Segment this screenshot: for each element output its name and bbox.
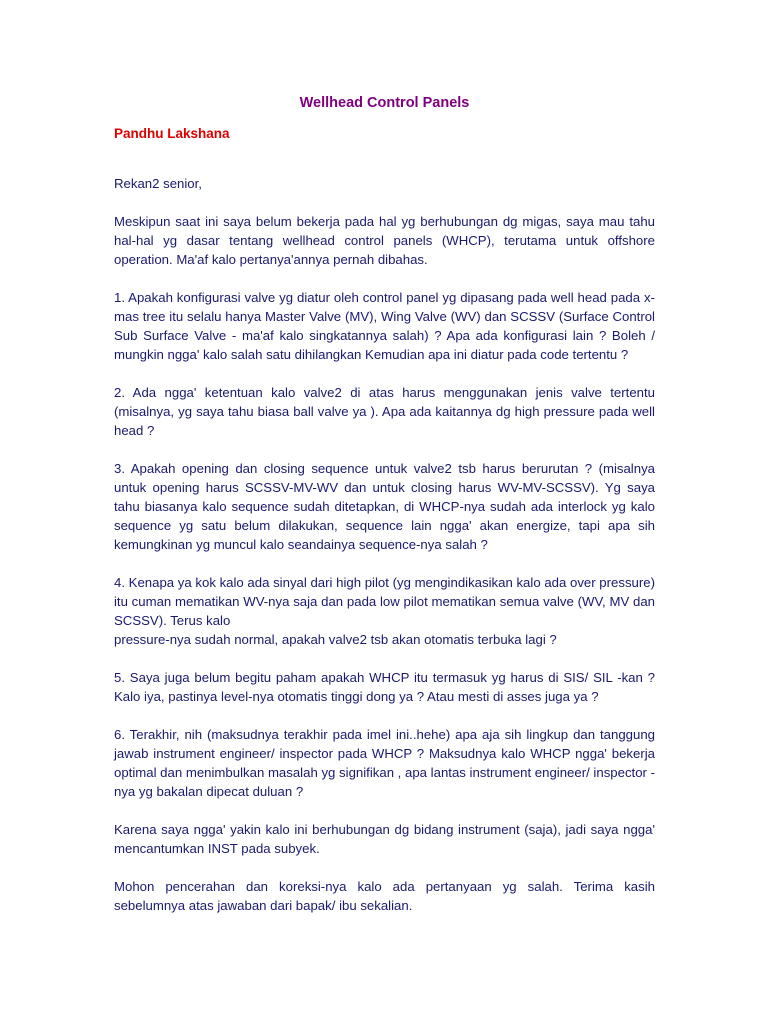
paragraph-question-6: 6. Terakhir, nih (maksudnya terakhir pada imel ini..hehe) apa aja sih lingkup dan tanggung jawab instrument engineer/ inspector pada WHCP ? Maksudnya kalo WHCP ngga' bekerja optimal dan menimbulkan masalah yg signifikan , apa lantas instrument engineer/ inspector -nya yg bakalan dipecat duluan ? (114, 727, 655, 799)
document-page (114, 92, 655, 934)
question-4-part-2: pressure-nya sudah normal, apakah valve2 tsb akan otomatis terbuka lagi ? (114, 632, 557, 647)
paragraph-question-3: 3. Apakah opening dan closing sequence untuk valve2 tsb harus berurutan ? (misalnya untuk opening harus SCSSV-MV-WV dan untuk closing harus WV-MV-SCSSV). Yg saya tahu biasanya kalo sequence sudah ditetapkan, di WHCP-nya sudah ada interlock yg kalo sequence yg satu belum dilakukan, sequence lain ngga' akan energize, tapi apa sih kemungkinan yg muncul kalo seandainya sequence-nya salah ? (114, 461, 655, 552)
paragraph-intro: Meskipun saat ini saya belum bekerja pada hal yg berhubungan dg migas, saya mau tahu hal-hal yg dasar tentang wellhead control panels (WHCP), terutama untuk offshore operation. Ma'af kalo pertanya'annya pernah dibahas. (114, 214, 655, 267)
document-author: Pandhu Lakshana (114, 126, 230, 141)
question-4-part-1: 4. Kenapa ya kok kalo ada sinyal dari high pilot (yg mengindikasikan kalo ada over pressure) itu cuman mematikan WV-nya saja dan pada low pilot mematikan semua valve (WV, MV dan SCSSV). Terus kalo (114, 575, 655, 628)
paragraph-question-5: 5. Saya juga belum begitu paham apakah WHCP itu termasuk yg harus di SIS/ SIL -kan ? Kalo iya, pastinya level-nya otomatis tinggi dong ya ? Atau mesti di asses juga ya ? (114, 670, 655, 704)
paragraph-question-4 (114, 573, 655, 649)
paragraph-question-1: 1. Apakah konfigurasi valve yg diatur oleh control panel yg dipasang pada well head pada x-mas tree itu selalu hanya Master Valve (MV), Wing Valve (WV) dan SCSSV (Surface Control Sub Surface Valve - ma'af kalo singkatannya salah) ? Apa ada konfigurasi lain ? Boleh / mungkin ngga' kalo salah satu dihilangkan Kemudian apa ini diatur pada code tertentu ? (114, 290, 655, 362)
document-title: Wellhead Control Panels (299, 95, 470, 111)
greeting: Rekan2 senior, (114, 176, 202, 191)
paragraph-closing-note: Karena saya ngga' yakin kalo ini berhubungan dg bidang instrument (saja), jadi saya ngga' mencantumkan INST pada subyek. (114, 822, 655, 856)
paragraph-question-2: 2. Ada ngga' ketentuan kalo valve2 di atas harus menggunakan jenis valve tertentu (misalnya, yg saya tahu biasa ball valve ya ). Apa ada kaitannya dg high pressure pada well head ? (114, 385, 655, 438)
paragraph-thanks: Mohon pencerahan dan koreksi-nya kalo ada pertanyaan yg salah. Terima kasih sebelumnya atas jawaban dari bapak/ ibu sekalian. (114, 879, 655, 913)
